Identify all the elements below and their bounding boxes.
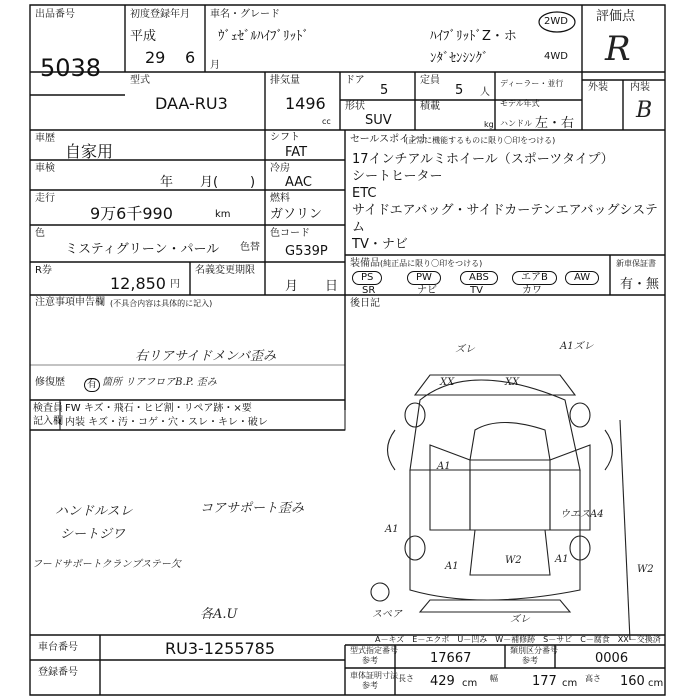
equipment-item: PW	[407, 271, 441, 285]
grade-line2: ﾝﾀﾞｾﾝｼﾝｸﾞ	[430, 51, 489, 66]
length-unit: cm	[462, 678, 478, 689]
inspection-label: 車検	[35, 163, 55, 174]
damage-label: A1	[437, 461, 451, 472]
seats-label: 定員	[420, 75, 440, 86]
width-unit: cm	[562, 678, 578, 689]
damage-label: ウエスA4	[560, 509, 604, 520]
inspector-row-2: 内装 キズ・汚・コゲ・穴・スレ・キレ・破レ	[65, 417, 268, 428]
damage-label: W2	[505, 555, 522, 566]
lot-label: 出品番号	[35, 9, 75, 20]
height-unit: cm	[648, 678, 664, 689]
body-value: SUV	[365, 113, 392, 128]
drive-4wd: 4WD	[544, 51, 568, 62]
selling-point-line: TV・ナビ	[352, 237, 408, 252]
repair-value: 有	[84, 378, 100, 392]
height-value: 160	[620, 674, 645, 689]
repair-text: 箇所 リアフロアB.P. 歪み	[102, 377, 217, 388]
hand-note-bottom: 各A.U	[200, 607, 238, 622]
doors-value: 5	[380, 83, 389, 98]
damage-label: A1	[385, 524, 399, 535]
reg-month: 6	[185, 48, 196, 67]
inspection-close: )	[250, 175, 256, 190]
damage-label: ズレ	[510, 614, 530, 625]
dealer-label: ディーラー・並行	[500, 79, 564, 88]
category-sub: 参考	[522, 656, 538, 665]
equipment-note: (純正品に限り〇印をつける)	[380, 259, 483, 268]
interior-label: 内装	[630, 82, 650, 93]
mileage-value: 9万6千990	[90, 204, 173, 223]
damage-label: スペア	[372, 609, 402, 620]
warranty-value: 有・無	[620, 277, 660, 292]
steering-label: ハンドル	[500, 119, 532, 128]
dims-label: 車体証明寸法	[350, 671, 398, 680]
score-value: R	[605, 29, 631, 69]
color-swap-label: 色替	[240, 242, 260, 253]
color-code-label: 色コード	[270, 228, 310, 239]
height-label: 高さ	[585, 674, 601, 683]
inspection-month: 月(	[200, 175, 219, 190]
warranty-label: 新車保証書	[616, 259, 656, 268]
type-label: 型式	[130, 75, 150, 86]
damage-label: ズレ	[455, 344, 475, 355]
history-value: 自家用	[65, 142, 114, 161]
equipment-item: PS	[352, 271, 382, 285]
fuel-label: 燃料	[270, 193, 290, 204]
exterior-label: 外装	[588, 82, 608, 93]
inspector-row-1: FW キズ・飛石・ヒビ割・リペア跡・×要	[65, 403, 252, 414]
rear-notes-label: 後日記	[350, 298, 380, 309]
selling-points-label: セールスポイント	[350, 134, 430, 145]
grade-line1: ﾊｲﾌﾞﾘｯﾄﾞZ・ホ	[430, 29, 517, 44]
equipment-item: AW	[565, 271, 599, 285]
ac-value: AAC	[285, 175, 312, 190]
damage-label: A1ズレ	[560, 341, 594, 352]
repair-label: 修復歴	[35, 377, 65, 388]
shift-label: シフト	[270, 132, 300, 143]
selling-point-line: ム	[352, 220, 366, 235]
registration-label: 登録番号	[38, 667, 78, 678]
hand-note-3: フードサポートクランプステー欠	[32, 559, 181, 570]
inspector-label-1: 検査員	[33, 403, 63, 414]
interior-grade: B	[636, 98, 653, 123]
type-value: DAA-RU3	[155, 94, 228, 113]
equipment-item: エアB	[512, 271, 557, 285]
caution-note: (不具合内容は具体的に記入)	[110, 299, 213, 308]
mileage-label: 走行	[35, 193, 55, 204]
damage-label: XX	[505, 377, 520, 388]
selling-point-line: ETC	[352, 186, 377, 201]
damage-label: A1	[555, 554, 569, 565]
body-label: 形状	[345, 101, 365, 112]
steering-value: 左・右	[535, 116, 575, 131]
equipment-label: 装備品	[350, 258, 380, 269]
month-unit: 月	[210, 60, 220, 71]
doors-label: ドア	[345, 75, 365, 86]
damage-legend: A－キズ E－エクボ U－凹み W－補修跡 S－サビ C－腐食 XX－交換済	[375, 635, 661, 644]
caution-handwritten: 右リアサイドメンバ歪み	[135, 349, 277, 364]
displacement-value: 1496	[285, 94, 326, 113]
width-label: 幅	[490, 674, 498, 683]
type-cert-sub: 参考	[362, 656, 378, 665]
lot-number: 5038	[40, 54, 102, 82]
score-label: 評価点	[596, 9, 636, 24]
chassis-value: RU3-1255785	[165, 639, 276, 658]
history-label: 車歴	[35, 133, 55, 144]
recycle-label: R券	[35, 265, 52, 276]
equipment-item-sub: ナビ	[417, 285, 437, 296]
category-label: 類別区分番号	[510, 646, 558, 655]
fuel-value: ガソリン	[270, 207, 323, 222]
displacement-unit: cc	[322, 117, 331, 126]
hand-note-2: シートジワ	[60, 527, 126, 542]
model-name: ｳﾞｪｾﾞﾙﾊｲﾌﾞﾘｯﾄﾞ	[218, 29, 309, 44]
equipment-item-sub: カワ	[522, 285, 542, 296]
displacement-label: 排気量	[270, 75, 300, 86]
length-value: 429	[430, 674, 455, 689]
type-cert-label: 型式指定番号	[350, 646, 398, 655]
type-cert-value: 17667	[430, 651, 472, 666]
equipment-item: ABS	[460, 271, 498, 285]
load-unit: kg	[484, 120, 494, 129]
damage-label: A1	[445, 561, 459, 572]
damage-label: W2	[637, 564, 654, 575]
caution-label: 注意事項申告欄	[35, 297, 105, 308]
hand-note-center: コアサポート歪み	[200, 501, 305, 516]
ac-label: 冷房	[270, 163, 290, 174]
era: 平成	[130, 29, 157, 44]
title-deadline-label: 名義変更期限	[195, 265, 255, 276]
color-value: ミスティグリーン・パール	[65, 242, 220, 257]
seats-unit: 人	[480, 87, 490, 98]
color-code-value: G539P	[285, 244, 328, 259]
selling-point-line: サイドエアバッグ・サイドカーテンエアバッグシステ	[352, 203, 658, 218]
dims-sub: 参考	[362, 681, 378, 690]
reg-year: 29	[145, 48, 166, 67]
color-label: 色	[35, 228, 45, 239]
load-label: 積載	[420, 101, 440, 112]
category-value: 0006	[595, 651, 629, 666]
inspection-year: 年	[160, 175, 174, 190]
selling-point-line: シートヒーター	[352, 169, 443, 184]
equipment-item-sub: TV	[470, 285, 483, 296]
title-month: 月	[285, 279, 299, 294]
selling-point-line: 17インチアルミホイール（スポーツタイプ）	[352, 152, 614, 167]
model-label: 車名・グレード	[210, 9, 280, 20]
drive-2wd: 2WD	[544, 16, 568, 27]
width-value: 177	[532, 674, 557, 689]
chassis-label: 車台番号	[38, 642, 78, 653]
shift-value: FAT	[285, 145, 308, 160]
damage-label: XX	[440, 377, 455, 388]
inspector-label-2: 記入欄	[33, 416, 63, 427]
seats-value: 5	[455, 83, 464, 98]
model-year-label: モデル年式	[500, 99, 540, 108]
recycle-value: 12,850	[110, 274, 166, 293]
recycle-unit: 円	[170, 279, 180, 290]
title-day: 日	[325, 279, 339, 294]
equipment-item-sub: SR	[362, 285, 376, 296]
first-reg-label: 初度登録年月	[130, 9, 190, 20]
selling-points-note: (正常に機能するものに限り〇印をつける)	[405, 136, 556, 145]
mileage-unit: km	[215, 209, 231, 220]
hand-note-1: ハンドルスレ	[55, 504, 133, 519]
length-label: 長さ	[398, 674, 414, 683]
